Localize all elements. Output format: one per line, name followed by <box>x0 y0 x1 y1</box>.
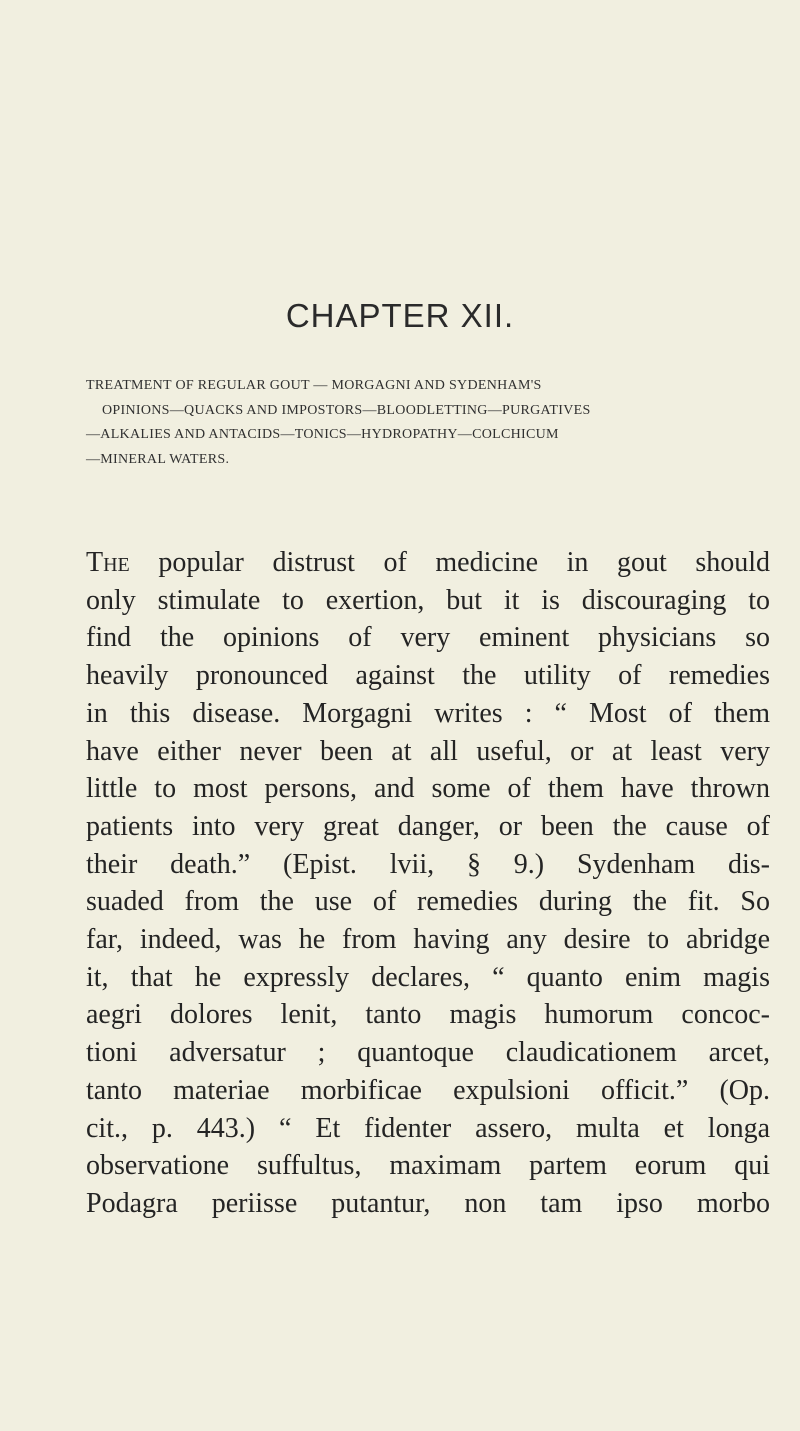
text-line: aegri dolores lenit, tanto magis humorum concoc- <box>86 999 770 1031</box>
synopsis-line: TREATMENT OF REGULAR GOUT — MORGAGNI AND SYDENHAM'S <box>86 378 542 393</box>
text-line: tioni adversatur ; quantoque claudicationem arcet, <box>86 1037 770 1069</box>
synopsis-line: OPINIONS—QUACKS AND IMPOSTORS—BLOODLETTING—PURGATIVES <box>102 402 591 418</box>
chapter-title: CHAPTER XII. <box>285 297 515 334</box>
text-line: far, indeed, was he from having any desire to abridge <box>86 924 770 956</box>
chapter-synopsis <box>86 374 756 472</box>
text-line: in this disease. Morgagni writes : “ Most of them <box>86 697 770 729</box>
opening-word: The <box>86 547 130 578</box>
text-line: Podagra periisse putantur, non tam ipso morbo <box>86 1187 770 1219</box>
text-line: heavily pronounced against the utility of remedies <box>86 660 770 692</box>
synopsis-line: —ALKALIES AND ANTACIDS—TONICS—HYDROPATHY—COLCHICUM <box>86 427 559 442</box>
text-line: patients into very great danger, or been the cause of <box>86 810 770 842</box>
text-line: suaded from the use of remedies during the fit. So <box>86 886 770 918</box>
text-line: find the opinions of very eminent physicians so <box>86 622 770 654</box>
text-line: only stimulate to exertion, but it is discouraging to <box>86 584 770 616</box>
body-paragraph <box>86 544 770 1223</box>
text-line: observatione suffultus, maximam partem eorum qui <box>86 1150 770 1182</box>
text-line: their death.” (Epist. lvii, § 9.) Sydenham dis- <box>86 848 770 880</box>
first-line-text: popular distrust of medicine in gout should <box>129 547 770 578</box>
text-line: little to most persons, and some of them have thrown <box>86 773 770 805</box>
text-line: have either never been at all useful, or at least very <box>86 735 770 767</box>
text-line: cit., p. 443.) “ Et fidenter assero, multa et longa <box>86 1112 770 1144</box>
text-line: it, that he expressly declares, “ quanto enim magis <box>86 961 770 993</box>
text-line: tanto materiae morbificae expulsioni officit.” (Op. <box>86 1074 770 1106</box>
text-line <box>86 544 770 582</box>
synopsis-line: —MINERAL WATERS. <box>86 451 230 467</box>
